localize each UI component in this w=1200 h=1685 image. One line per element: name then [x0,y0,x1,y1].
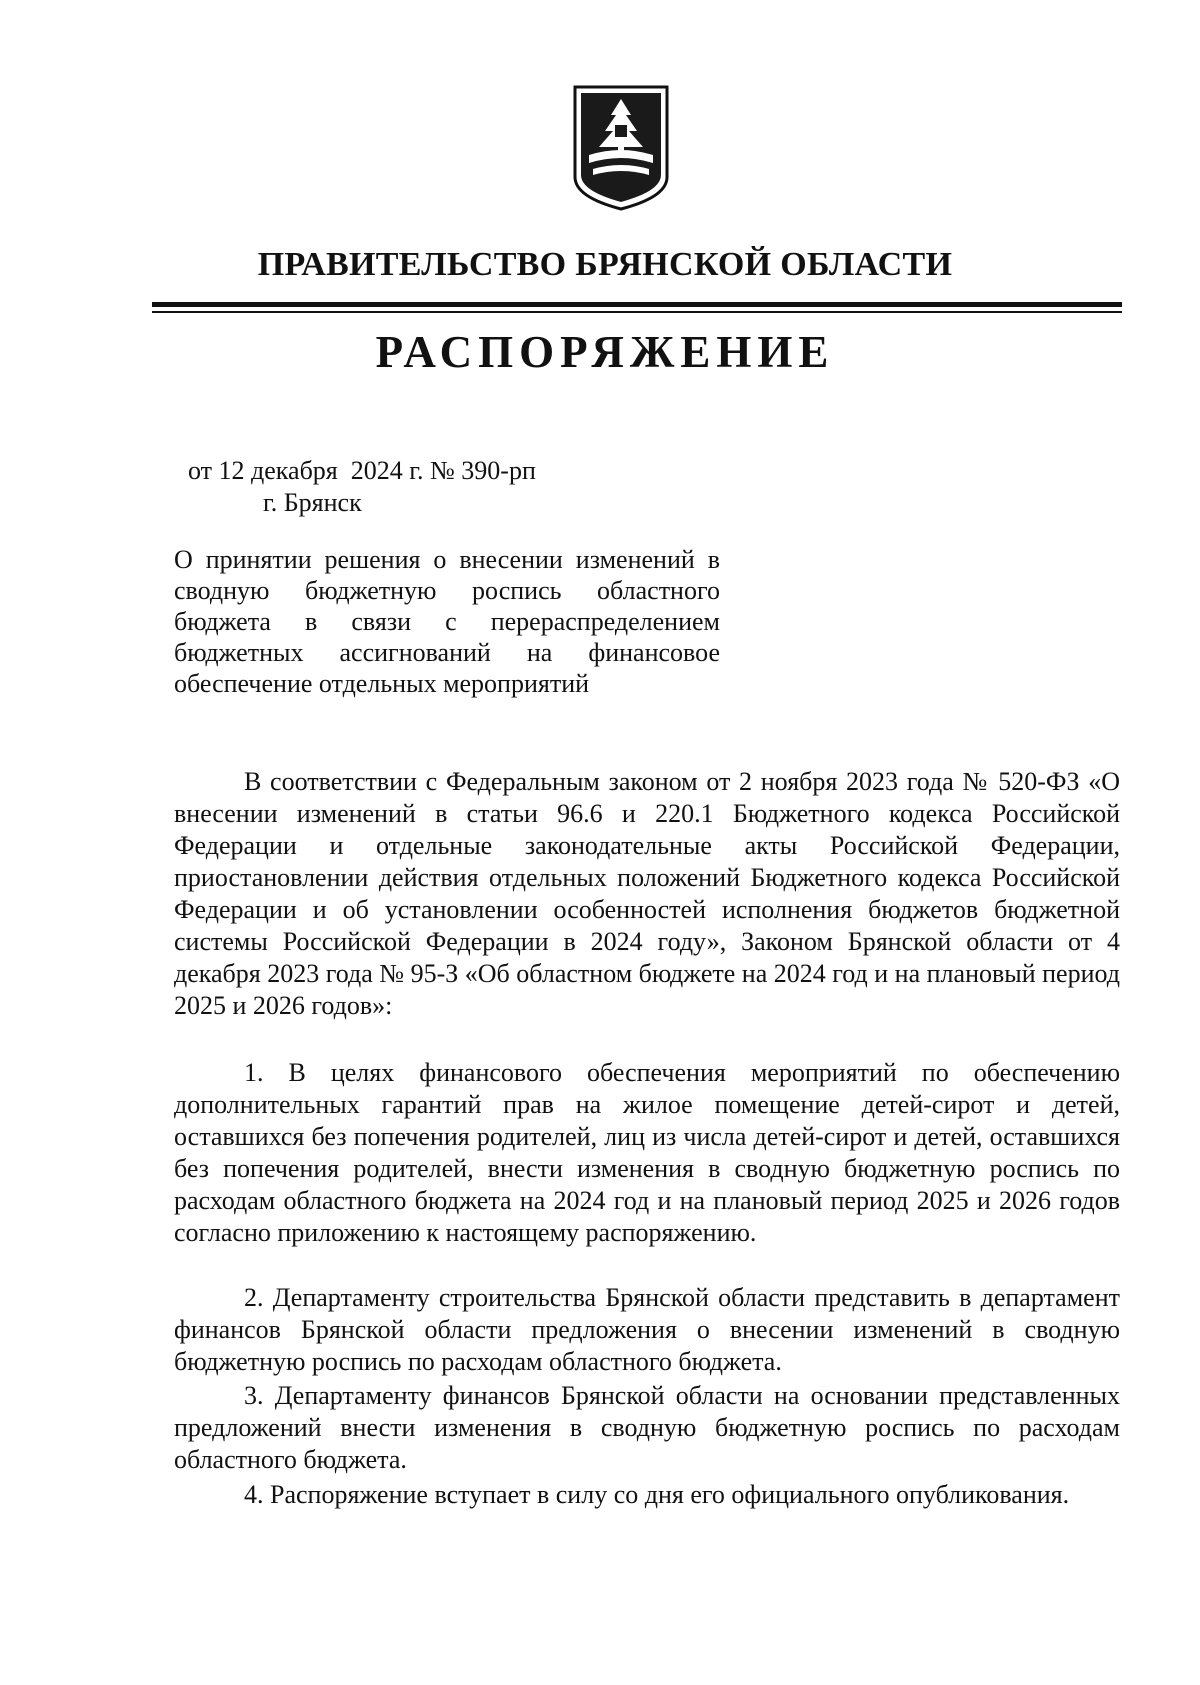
document-city: г. Брянск [263,488,362,517]
document-type-title: РАСПОРЯЖЕНИЕ [375,327,835,377]
item-paragraph-4: 4. Распоряжение вступает в силу со дня его официального опубликования. [244,1480,1070,1509]
item-paragraph-3: 3. Департаменту финансов Брянской области на основании представленных предложений внести изменения в сводную бюджетную роспись по расходам областного бюджета. [174,1381,1120,1474]
item-paragraph-1: 1. В целях финансового обеспечения мероприятий по обеспечению дополнительных гарантий прав на жилое помещение детей-сирот и детей, оставшихся без попечения родителей, лиц из числа детей-сирот и детей, оставшихся без попечения родителей, внести изменения в сводную бюджетную роспись по расходам областного бюджета на 2024 год и на плановый период 2025 и 2026 годов согласно приложению к настоящему распоряжению. [174,1058,1120,1247]
document-subject: О принятии решения о внесении изменений в сводную бюджетную роспись областного бюджета в связи с перераспределением бюджетных ассигнований на финансовое обеспечение отдельных мероприятий [174,545,720,698]
header-rule-thin [152,311,1122,313]
document-date-number: от 12 декабря 2024 г. № 390-рп [188,456,536,485]
organization-title: ПРАВИТЕЛЬСТВО БРЯНСКОЙ ОБЛАСТИ [257,246,953,283]
header-rule-thick [152,302,1122,307]
bryansk-coat-of-arms-icon [573,85,669,211]
preamble-paragraph: В соответствии с Федеральным законом от 2 ноября 2023 года № 520-ФЗ «О внесении изменений в статьи 96.6 и 220.1 Бюджетного кодекса Российской Федерации и отдельные законодательные акты Российской Федерации, приостановлении действия отдельных положений Бюджетного кодекса Российской Федерации и об установлении особенностей исполнения бюджетов бюджетной системы Российской Федерации в 2024 году», Законом Брянской области от 4 декабря 2023 года № 95-З «Об областном бюджете на 2024 год и на плановый период 2025 и 2026 годов»: [174,767,1120,1020]
item-paragraph-2: 2. Департаменту строительства Брянской области представить в департамент финансов Брянской области предложения о внесении изменений в сводную бюджетную роспись по расходам областного бюджета. [174,1283,1120,1376]
